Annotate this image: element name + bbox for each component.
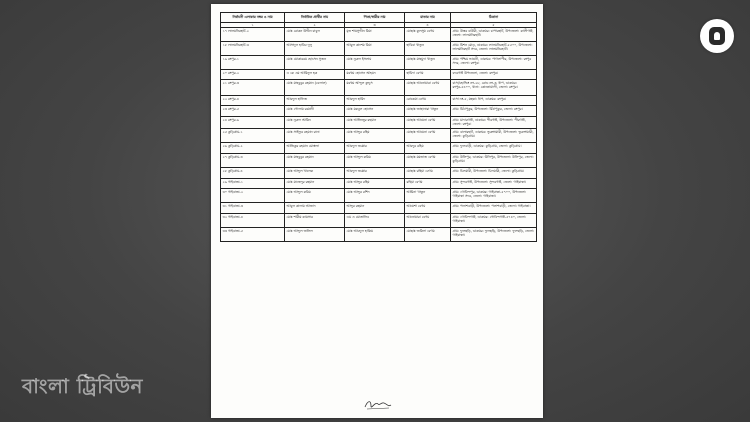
cell-candidate-name: মোঃ মোকাররম হোসেন সুজন (285, 56, 345, 70)
cell-constituency: ৩৩ গাইবান্ধা-৫ (221, 228, 285, 242)
cell-address: গ্রাম: মাদারগঞ্জ, ডাকঘর: পীরগঞ্জ, উপজেলা: পীরগঞ্জ, জেলা: রংপুর। (451, 117, 537, 129)
cell-constituency: ১৯ রংপুর-১ (221, 56, 285, 70)
cell-candidate-name: আতিকুর রহমান মোস্তফা (285, 143, 345, 154)
cell-candidate-name: মোঃ শামীম কায়সার (285, 214, 345, 228)
table-row (221, 189, 537, 203)
cell-mother-name: আয়েশা বেগম (405, 203, 451, 214)
table-row (221, 129, 537, 143)
cell-candidate-name: মোঃ রোকন উদ্দীন বাবুল (285, 28, 345, 42)
table-row (221, 42, 537, 56)
cell-constituency: ৩১ গাইবান্ধা-৩ (221, 203, 285, 214)
cell-address: গ্রাম: উলিপুর, ডাকঘর: উলিপুর, উপজেলা: উলিপুর, জেলা: কুড়িগ্রাম। (451, 154, 537, 168)
cell-mother-name: মোছাঃ জমিলা বেগম (405, 228, 451, 242)
table-row (221, 154, 537, 168)
table-row (221, 117, 537, 129)
cell-constituency: ২০ রংপুর-২ (221, 70, 285, 80)
cell-address: বদরগঞ্জ উপজেলা, জেলা: রংপুর। (451, 70, 537, 80)
table-row (221, 106, 537, 117)
cell-father-name: মরহুম হোসেন আহমদ (345, 70, 405, 80)
cell-constituency: ২৫ কুড়িগ্রাম-১ (221, 129, 285, 143)
cell-candidate-name: মোঃ আব্দুল জলিল (285, 228, 345, 242)
cell-address: গ্রাম: উত্তর বাউরী, ডাকঘর: চাপারহাট, উপজেলা: কালীগঞ্জ, জেলা: লালমনিরহাট। (451, 28, 537, 42)
cell-father-name: মোঃ আজিজুর রহমান (345, 117, 405, 129)
gazette-page (211, 4, 543, 418)
cell-mother-name: হাবিবা খাতুন (405, 42, 451, 56)
table-row (221, 214, 537, 228)
results-table (220, 12, 537, 242)
cell-father-name: মোঃ আব্দুর রহিম (345, 129, 405, 143)
cell-mother-name: মোছাঃ কুলসুম বেগম (405, 28, 451, 42)
cell-father-name: মরহুম আব্দুল কুদ্দুস (345, 80, 405, 96)
cell-candidate-name: এ কে এম আমিনুল হক (285, 70, 345, 80)
cell-mother-name: মোছাঃ রহিমা বেগম (405, 168, 451, 179)
cell-mother-name: মোছাঃ আমেনা বেগম (405, 117, 451, 129)
table-header-row (221, 13, 537, 23)
column-number: ১ (221, 23, 285, 28)
cell-mother-name: মোছাঃ মাহমুদা খাতুন (405, 56, 451, 70)
column-number: ৪ (405, 23, 451, 28)
cell-father-name: এম এ মোতালিব (345, 214, 405, 228)
cell-candidate-name: আসাদুল হাবিব দুলু (285, 42, 345, 56)
cell-father-name: মোঃ মকবুল হোসেন (345, 106, 405, 117)
cell-mother-name: আনোয়ারা বেগম (405, 214, 451, 228)
cell-address: গ্রাম: পলাশবাড়ী, উপজেলা: পলাশবাড়ী, জেলা: গাইবান্ধা। (451, 203, 537, 214)
cell-mother-name: রহিমা বেগম (405, 179, 451, 189)
cell-father-name: আব্দুর রহমান (345, 203, 405, 214)
cell-candidate-name: মোঃ গোলাম রব্বানী (285, 106, 345, 117)
header-constituency: নির্বাচনী এলাকার নম্বর ও নাম (221, 13, 285, 23)
cell-constituency: ২২ রংপুর-৪ (221, 96, 285, 106)
signature-mark (363, 397, 393, 413)
cell-father-name: মৃত শামসুদ্দীন মিয়া (345, 28, 405, 42)
cell-constituency: ১৮ লালমনিরহাট-৩ (221, 42, 285, 56)
table-row (221, 80, 537, 96)
cell-candidate-name: আবদুল হাফিজ (285, 96, 345, 106)
cell-father-name: মোঃ আব্দুর রহিম (345, 179, 405, 189)
cell-constituency: ১৭ লালমনিরহাট-২ (221, 28, 285, 42)
table-row (221, 70, 537, 80)
cell-constituency: ২৪ রংপুর-৬ (221, 117, 285, 129)
column-number: ৩ (345, 23, 405, 28)
publisher-logo-icon (700, 19, 734, 53)
cell-mother-name: মোছাঃ মমতাজ বেগম (405, 154, 451, 168)
table-row (221, 96, 537, 106)
cell-mother-name: রোকেয়া বেগম (405, 96, 451, 106)
cell-mother-name: মোছাঃ আনোয়ারা বেগম (405, 80, 451, 96)
cell-constituency: ২৩ রংপুর-৫ (221, 106, 285, 117)
cell-candidate-name: মোঃ নূরুল আমিন (285, 117, 345, 129)
cell-father-name: আবুল কাশেম মিয়া (345, 42, 405, 56)
cell-father-name: আবদুল হামিদ (345, 96, 405, 106)
cell-mother-name: মোছাঃ আমেনা বেগম (405, 129, 451, 143)
cell-constituency: ২৮ কুড়িগ্রাম-৪ (221, 168, 285, 179)
table-row (221, 143, 537, 154)
cell-father-name: আবদুল জব্বার (345, 143, 405, 154)
table-row (221, 228, 537, 242)
cell-address: গ্রাম: মিশন মোড়, ডাকঘর: লালমনিরহাট-৫৫০০, উপজেলা: লালমনিরহাট সদর, জেলা: লালমনিরহাট। (451, 42, 537, 56)
header-candidate: নির্বাচিত প্রার্থীর নাম (285, 13, 345, 23)
table-row (221, 28, 537, 42)
cell-candidate-name: মোঃ মাহবুবুর রহমান (বেলাল) (285, 80, 345, 96)
cell-father-name: আবদুল জব্বার (345, 168, 405, 179)
table-row (221, 56, 537, 70)
table-row (221, 168, 537, 179)
cell-father-name: মোঃ আবদুল হাকিম (345, 228, 405, 242)
cell-mother-name: আবদুর রহিম (405, 143, 451, 154)
header-mother: মাতার নাম (405, 13, 451, 23)
cell-address: গ্রাম: ফুলবাড়ী, ডাকঘর: কুড়িগ্রাম, জেলা: কুড়িগ্রাম। (451, 143, 537, 154)
cell-address: গ্রাম: ফুলছড়ি, ডাকঘর: ফুলছড়ি, উপজেলা: ফুলছড়ি, জেলা: গাইবান্ধা। (451, 228, 537, 242)
cell-address: গ্রাম: পশ্চিম ভাঙনী, ডাকঘর: পাগলাপীর, উপজেলা: রংপুর সদর, জেলা: রংপুর। (451, 56, 537, 70)
cell-father-name: মোঃ আব্দুল করিম (345, 154, 405, 168)
cell-address: বাসা নং-৫, মহল্লা: ধাপ, ডাকঘর: রংপুর। (451, 96, 537, 106)
cell-constituency: ২৯ গাইবান্ধা-১ (221, 179, 285, 189)
cell-candidate-name: মোঃ মাহবুবুর রহমান (285, 154, 345, 168)
column-number: ২ (285, 23, 345, 28)
cell-address: গ্রাম: গোবিন্দগঞ্জ, ডাকঘর: গোবিন্দগঞ্জ-৫৭৪০, জেলা: গাইবান্ধা। (451, 214, 537, 228)
cell-candidate-name: আবুল কালাম আজাদ (285, 203, 345, 214)
cell-constituency: ২৬ কুড়িগ্রাম-২ (221, 143, 285, 154)
cell-father-name: মোঃ আব্দুর রশিদ (345, 189, 405, 203)
cell-address: গ্রাম: চিলমারী, উপজেলা: চিলমারী, জেলা: কুড়িগ্রাম। (451, 168, 537, 179)
cell-address: গ্রাম: বালারহাট, ডাকঘর: ভুরুঙ্গামারী, উপজেলা: ভুরুঙ্গামারী, জেলা: কুড়িগ্রাম। (451, 129, 537, 143)
cell-constituency: ৩২ গাইবান্ধা-৪ (221, 214, 285, 228)
cell-constituency: ২৭ কুড়িগ্রাম-৩ (221, 154, 285, 168)
cell-address: গ্রাম: গোবিন্দপুর, ডাকঘর: গাইবান্ধা-৫৭০০, উপজেলা: গাইবান্ধা সদর, জেলা: গাইবান্ধা। (451, 189, 537, 203)
cell-address: গ্রাম: সুন্দরগঞ্জ, উপজেলা: সুন্দরগঞ্জ, জেলা: গাইবান্ধা। (451, 179, 537, 189)
cell-mother-name: হামিদা বেগম (405, 70, 451, 80)
watermark-logo-text: বাংলা ট্রিবিউন (22, 374, 143, 398)
cell-mother-name: মোছাঃ জাহানারা খাতুন (405, 106, 451, 117)
cell-father-name: মোঃ নুরুল ইসলাম (345, 56, 405, 70)
cell-constituency: ২১ রংপুর-৩ (221, 80, 285, 96)
cell-candidate-name: মোঃ আব্দুল খালেক (285, 168, 345, 179)
cell-candidate-name: মোঃ সাইফুর রহমান রানা (285, 129, 345, 143)
table-row (221, 203, 537, 214)
column-number: ৫ (451, 23, 537, 28)
cell-mother-name: আমিনা খাতুন (405, 189, 451, 203)
cell-address: বাসা/হোল্ডিং নং-২৮, রোড নং-৩, ধাপ, ডাকঘর: রংপুর-৫৪০০, থানা: কোতোয়ালী, জেলা: রংপুর। (451, 80, 537, 96)
header-address: ঠিকানা (451, 13, 537, 23)
table-row (221, 179, 537, 189)
cell-candidate-name: মোঃ মাজেদুর রহমান (285, 179, 345, 189)
cell-address: গ্রাম: মিঠাপুকুর, উপজেলা: মিঠাপুকুর, জেলা: রংপুর। (451, 106, 537, 117)
cell-constituency: ৩০ গাইবান্ধা-২ (221, 189, 285, 203)
table-body (221, 28, 537, 242)
cell-candidate-name: মোঃ আব্দুল করিম (285, 189, 345, 203)
header-father: পিতা/স্বামীর নাম (345, 13, 405, 23)
